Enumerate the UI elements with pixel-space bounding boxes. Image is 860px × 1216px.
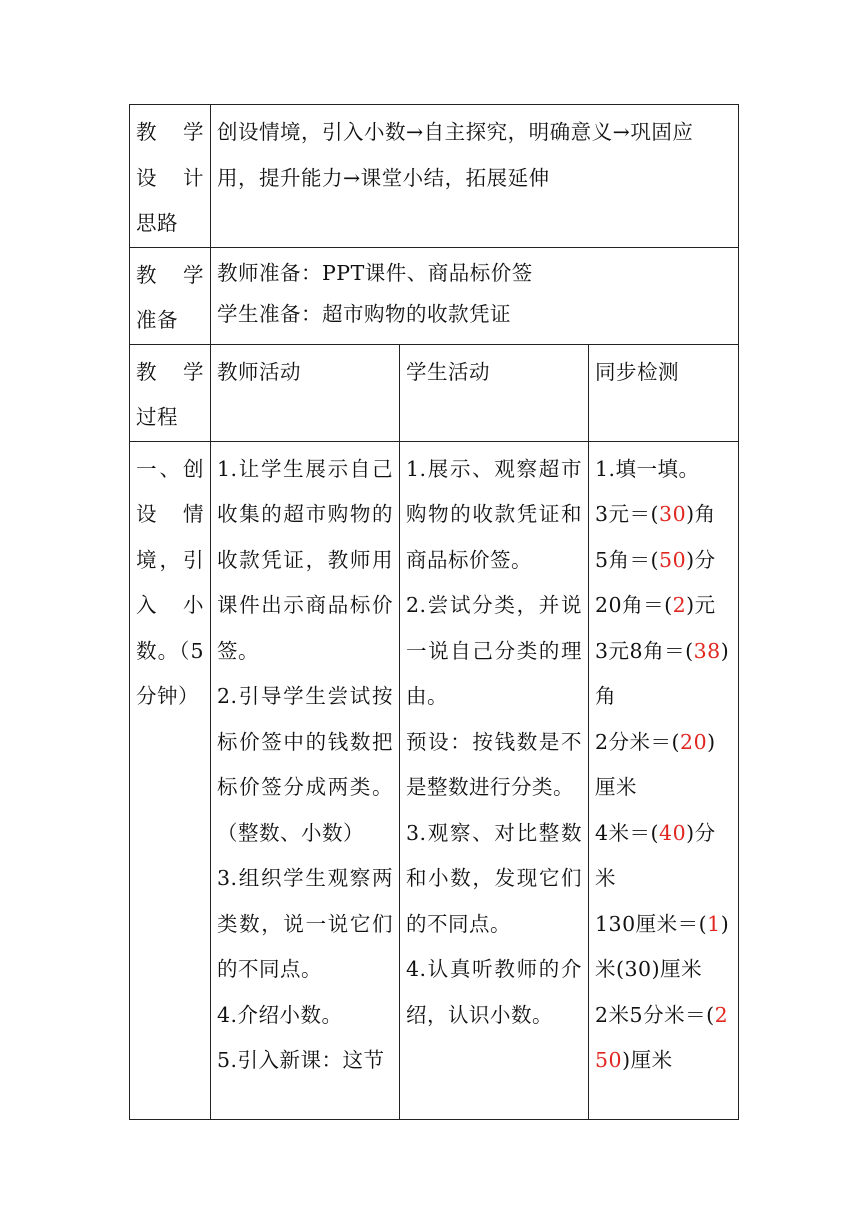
check-item-after: )元 <box>686 593 716 617</box>
check-item <box>595 583 732 629</box>
design-row <box>130 105 739 248</box>
prep-label-line: 教 学 <box>136 262 204 287</box>
step1-label <box>130 441 211 1119</box>
check-item-answer: 250 <box>595 1002 729 1072</box>
check-item <box>595 492 732 538</box>
lesson-plan-table <box>129 104 739 1120</box>
check-item-answer: 50 <box>659 547 687 572</box>
prep-label <box>130 247 211 344</box>
check-item-answer: 30 <box>659 502 687 526</box>
student-item: 预设：按钱数是不是整数进行分类。 <box>406 729 582 799</box>
design-label <box>130 105 211 248</box>
check-item-before: 3元8角＝( <box>595 638 694 663</box>
check-item-answer: 38 <box>693 638 721 663</box>
student-item: 4.认真听教师的介绍，认识小数。 <box>406 957 582 1027</box>
design-label-line: 思路 <box>136 211 178 235</box>
process-label-line: 教 学 <box>136 359 204 384</box>
check-item-before: 5角＝( <box>595 547 660 572</box>
check-item-before: 130厘米＝( <box>595 911 708 936</box>
student-item: 3.观察、对比整数和小数，发现它们的不同点。 <box>406 820 582 936</box>
check-item-after: )厘米 <box>595 729 716 799</box>
check-item-after: )分米 <box>595 820 716 890</box>
process-label <box>130 344 211 441</box>
teacher-item: 5.引入新课：这节 <box>217 1048 385 1072</box>
check-item <box>595 993 732 1084</box>
check-item <box>595 902 732 993</box>
prep-row <box>130 247 739 344</box>
design-content-text: 创设情境，引入小数→自主探究，明确意义→巩固应用，提升能力→课堂小结，拓展延伸 <box>217 120 694 190</box>
check-item-answer: 2 <box>672 593 687 617</box>
teacher-item: 2.引导学生尝试按标价签中的钱数把标价签分成两类。（整数、小数） <box>217 684 393 845</box>
check-item-after: )米(30)厘米 <box>595 911 730 981</box>
teacher-activity-header: 教师活动 <box>211 344 400 441</box>
step1-student-cell <box>400 441 589 1119</box>
check-item <box>595 538 732 584</box>
design-content <box>211 105 739 248</box>
student-item: 1.展示、观察超市购物的收款凭证和商品标价签。 <box>406 456 582 572</box>
check-item-before: 2米5分米＝( <box>595 1002 715 1027</box>
prep-label-line: 准备 <box>136 308 178 332</box>
teacher-item: 1.让学生展示自己收集的超市购物的收款凭证，教师用课件出示商品标价签。 <box>217 456 393 663</box>
check-item-answer: 20 <box>680 729 708 754</box>
sync-check-header: 同步检测 <box>589 344 739 441</box>
step1-teacher-cell <box>211 441 400 1119</box>
check-item-answer: 1 <box>707 911 721 936</box>
check-title: 1.填一填。 <box>595 456 700 481</box>
check-item-before: 4米＝( <box>595 820 660 845</box>
check-item-before: 3元＝( <box>595 502 660 526</box>
step1-row <box>130 441 739 1119</box>
student-prep: 学生准备：超市购物的收款凭证 <box>217 301 511 326</box>
design-label-line: 教 学 <box>136 120 204 144</box>
check-item-after: )角 <box>595 638 730 708</box>
teacher-item: 4.介绍小数。 <box>217 1002 343 1027</box>
student-activity-header: 学生活动 <box>400 344 589 441</box>
check-item <box>595 629 732 720</box>
check-item-after: )分 <box>686 547 716 572</box>
design-label-line: 设 计 <box>136 165 204 190</box>
teacher-item: 3.组织学生观察两类数，说一说它们的不同点。 <box>217 866 393 981</box>
check-item-after: )角 <box>686 502 716 526</box>
check-item <box>595 720 732 811</box>
process-label-line: 过程 <box>136 405 178 429</box>
check-item <box>595 811 732 902</box>
check-item-before: 2分米＝( <box>595 729 681 754</box>
teacher-prep: 教师准备：PPT课件、商品标价签 <box>217 260 533 285</box>
prep-content <box>211 247 739 344</box>
process-header-row <box>130 344 739 441</box>
student-item: 2.尝试分类，并说一说自己分类的理由。 <box>406 593 582 708</box>
step1-label-text: 一、创设情境，引入小数。（5分钟） <box>136 456 204 708</box>
check-item-after: )厘米 <box>622 1048 673 1072</box>
check-item-before: 20角＝( <box>595 593 673 617</box>
step1-check-cell <box>589 441 739 1119</box>
check-item-answer: 40 <box>659 820 687 845</box>
